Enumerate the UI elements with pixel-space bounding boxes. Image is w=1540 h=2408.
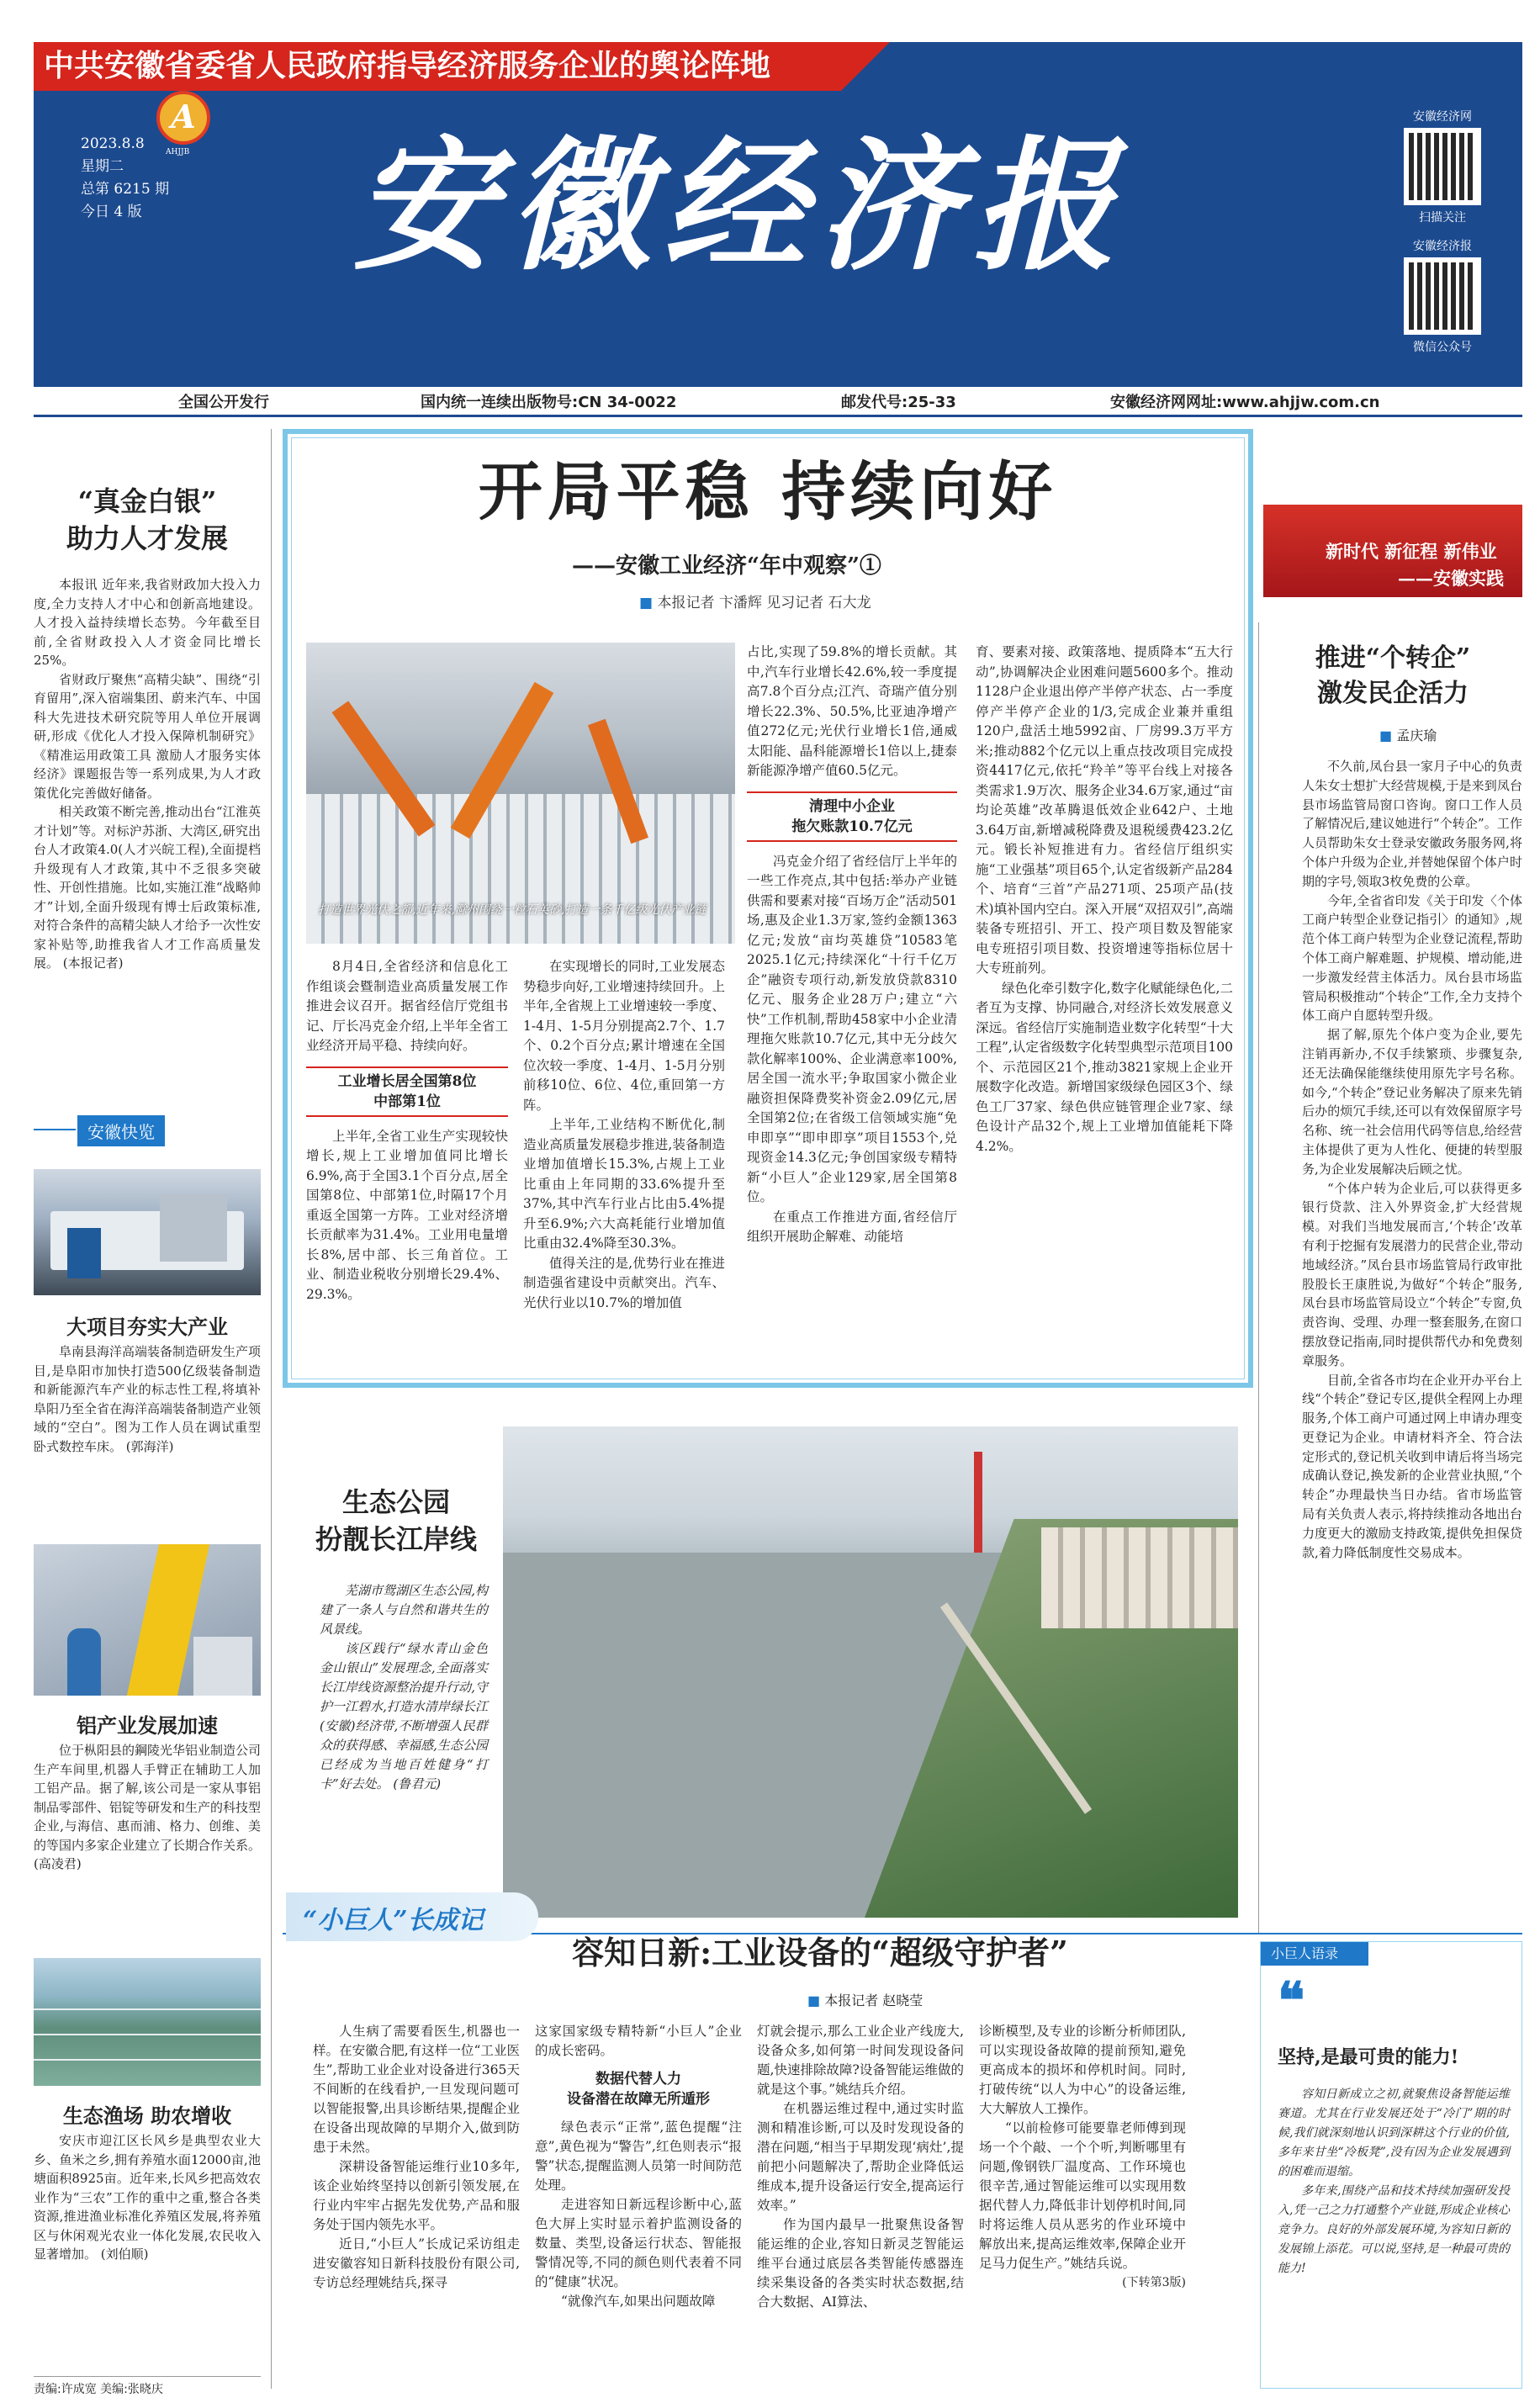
series-banner [1263, 505, 1522, 597]
photo-caption: 打造世界光伏之都,近年来,滁州围绕一粒石英砂,打造一条千亿级光伏产业链 [318, 903, 706, 917]
quote-para: 容知日新成立之初,就聚焦设备智能运维赛道。尤其在行业发展还处于“冷门”期的时候,我们就深刻地认识到深耕这个行业的价值,多年来甘坐“冷板凳”,没有因为企业发展遇到的困难而退缩。 [1278, 2088, 1510, 2178]
aluminum-text [34, 1741, 261, 1874]
quote-box-header: 小巨人语录 [1261, 1942, 1368, 1966]
talent-para: 相关政策不断完善,推动出台“江淮英才计划”等。对标沪苏浙、大湾区,研究出台人才政策4.0(人才兴皖工程),全面提档升级现有人才政策,其中不乏很多突破性、开创性措施。比如,实施江淮“战略帅才”计划,全面升级现有博士后政策标准,对符合条件的高精尖缺人才给予一次性安家补贴等,助推我省人才工作高质量发展。 (本报记者) [34, 804, 262, 971]
photo-yangtze-park [503, 1426, 1238, 1918]
talent-article [34, 575, 261, 973]
lead-para: 占比,实现了59.8%的增长贡献。其中,汽车行业增长42.6%,较一季度提高7.8个百分点;江汽、奇瑞产值分别增长22.3%、50.5%,比亚迪净增产值272亿元;光伏行业增长1倍,通威太阳能、晶科能源增长1倍以上,捷泰新能源净增产值60.5亿元。 [747, 644, 957, 778]
section-little-giant-label: “小巨人”长成记 [303, 1906, 484, 1935]
lead-subtitle: ——安徽工业经济“年中观察”① [572, 553, 881, 579]
fishery-title: 生态渔场 助农增收 [62, 2104, 232, 2128]
qr2-caption: 微信公众号 [1413, 341, 1472, 354]
private-firm-para: 据了解,原先个体户变为企业,要先注销再新办,不仅手续繁琐、步骤复杂,还无法确保能继续使用原先字号名称。如今,“个转企”登记业务解决了原来先销后办的烦冗手续,还可以有效保留原字号名称、统一社会信用代码等信息,给经营主体提供了更为人性化、便捷的转型服务,为企业发展解决后顾之忧。 [1302, 1027, 1522, 1177]
ecology-para: 芜湖市鸳湖区生态公园,构建了一条人与自然和谐共生的风景线。 [320, 1583, 488, 1637]
lead-para: 在重点工作推进方面,省经信厅组织开展助企解难、动能培 [747, 1209, 957, 1244]
qr2-label: 安徽经济报 [1413, 240, 1472, 253]
lead-col4 [976, 643, 1233, 1156]
bottom-para: 走进容知日新远程诊断中心,蓝色大屏上实时显示着护监测设备的数量、类型,设备运行状态、智能报警情况等,不同的颜色则代表着不同的“健康”状况。 [535, 2197, 742, 2289]
left-column [34, 429, 261, 973]
ecology-text [320, 1581, 488, 1794]
qr-code-wechat[interactable] [1404, 257, 1481, 335]
subhead-line: 清理中小企业 [809, 797, 895, 815]
logo-sub: AHJJB [166, 148, 190, 156]
bottom-para: 深耕设备智能运维行业10多年,该企业始终坚持以创新引领发展,在行业内牢牢占据先发优势,产品和服务处于国内领先水平。 [313, 2159, 520, 2232]
bottom-subhead [535, 2069, 742, 2109]
private-firm-para: 今年,全省省印发《关于印发〈个体工商户转型企业登记指引〉的通知》,规范个体工商户转型为企业登记流程,帮助个体工商户解难题、护规模、增动能,进一步激发经营主体活力。凤台县市场监管局积极推动“个转企”工作,全力支持个体工商户自愿转型升级。 [1302, 892, 1522, 1024]
private-firm-byline [1379, 725, 1437, 744]
fishery-text [34, 2131, 261, 2264]
private-firm-para: 不久前,凤台县一家月子中心的负责人朱女士想扩大经营规模,于是来到凤台县市场监管局窗口咨询。窗口工作人员了解情况后,建议她进行“个转企”。工作人员帮助朱女士登录安徽政务服务网,将个体户升级为企业,并替她保留个体户时期的字号,领取3枚免费的公章。 [1302, 759, 1522, 889]
lead-para: 绿色化牵引数字化,数字化赋能绿色化,二者互为支撑、协同融合,对经济长效发展意义深远。省经信厅实施制造业数字化转型“十大工程”,认定省级数字化转型典型示范项目100个、示范园区21个,推动3821家规上企业开展数字化改造。新增国家级绿色园区3个、绿色工厂37家、绿色供应链管理企业7家、绿色设计产品32个,规上工业增加值能耗下降4.2%。 [976, 980, 1233, 1154]
column-rule [1258, 622, 1259, 1934]
series-banner-line2: ——安徽实践 [1398, 568, 1504, 589]
private-firm-article [1302, 757, 1522, 1562]
aluminum-para: 位于枞阳县的鋼陵光华铝业制造公司生产车间里,机器人手臂正在辅助工人加工铝产品。据了解,该公司是一家从事铝制品零部件、铝锭等研发和生产的科技型企业,与海信、惠而浦、格力、创维、美的等国内多家企业建立了长期合作关系。 (高凌君) [34, 1743, 262, 1871]
private-firm-title-1: 推进“个转企” [1315, 643, 1471, 673]
square-icon: ■ [1379, 728, 1397, 744]
weekday: 星期二 [81, 158, 124, 175]
lead-para: 在实现增长的同时,工业发展态势稳步向好,工业增速持续回升。上半年,全省规上工业增速较一季度、1-4月、1-5月分别提高2.7个、1.7个、0.2个百分点;累计增速在全国位次较一季度、1-4月、1-5月分别前移10位、6位、4位,重回第一方阵。 [523, 959, 725, 1113]
bottom-subhead-line: 设备潜在故障无所遁形 [567, 2091, 710, 2108]
bottom-col1 [313, 2022, 520, 2293]
bottom-col3 [757, 2022, 964, 2312]
lead-col2 [523, 957, 725, 1313]
lead-para: 冯克金介绍了省经信厅上半年的一些工作亮点,其中包括:举办产业链供需和要素对接“百场万企”活动501场,惠及企业1.3万家,签约金额1363亿元;发放“亩均英雄贷”10583笔2025.1亿元;持续深化“十行千亿万企”融资专项行动,新发放贷款8310亿元、服务企业28万户;建立“六快”工作机制,帮助458家中小企业清理拖欠账款10.7亿元,其中无分歧欠款化解率100%、企业满意率100%,居全国一流水平;争取国家小微企业融资担保降费奖补资金2.09亿元,居全国第2位;在省级工信领域实施“免申即享”“即申即享”项目1553个,兑现资金14.3亿元;争创国家级专精特新“小巨人”企业129家,居全国第8位。 [747, 853, 957, 1204]
logo-letter: A [171, 98, 196, 135]
talent-para: 本报讯 近年来,我省财政加大投入力度,全力支持人才中心和创新高地建设。人才投入益持续增长态势。今年截至目前,全省财政投入人才资金同比增长25%。 [34, 577, 261, 668]
bigproject-para: 阜南县海洋高端装备制造研发生产项目,是阜阳市加快打造500亿级装备制造和新能源汽车产业的标志性工程,将填补阜阳乃至全省在海洋高端装备制造产业领域的“空白”。图为工作人员在调试重型卧式数控车床。 (郭海洋) [34, 1344, 262, 1454]
bottom-para: 作为国内最早一批聚焦设备智能运维的企业,容知日新灵芝智能运维平台通过底层各类智能传感器连续采集设备的各类实时状态数据,结合大数据、AI算法、 [757, 2217, 964, 2310]
section-rule [34, 1129, 76, 1130]
photo-solar-factory [306, 643, 735, 944]
page-count: 今日 4 版 [81, 204, 142, 220]
subhead-line: 中部第1位 [373, 1093, 441, 1110]
quote-para: 多年来,围绕产品和技术持续加强研发投入,凭一己之力打通整个产业链,形成企业核心竞争力。良好的外部发展环境,为容知日新的发展锦上添花。可以说,坚持,是一种最可贵的能力! [1278, 2184, 1510, 2275]
private-firm-para: “个体户转为企业后,可以获得更多银行贷款、注入外界资金,扩大经营规模。对我们当地发展而言,‘个转企’改革有利于挖掘有发展潜力的民营企业,带动地域经济。”凤台县市场监管局行政审批股股长王康胜说,为做好“个转企”服务,凤台县市场监管局设立“个转企”专窗,负责咨询、受理、办理一整套服务,在窗口摆放登记指南,同时提供帮代办和免费刻章服务。 [1302, 1180, 1522, 1368]
section-anhui-quick: 安徽快览 [77, 1115, 165, 1146]
quote-title: 坚持,是最可贵的能力! [1278, 2046, 1459, 2068]
publication-bar [34, 389, 1522, 417]
quote-box [1260, 1941, 1522, 2389]
bottom-title: 容知日新:工业设备的“超级守护者” [572, 1934, 1068, 1971]
bottom-para: 近日,“小巨人”长成记采访组走进安徽容知日新科技股份有限公司,专访总经理姚结兵,探寻 [313, 2236, 520, 2290]
bottom-para: 这家国家级专精特新“小巨人”企业的成长密码。 [535, 2024, 742, 2058]
quote-mark-icon: ❝ [1278, 1971, 1305, 2030]
talent-para: 省财政厅聚焦“高精尖缺”、围绕“引育留用”,深入宿端集团、蔚来汽车、中国科大先进技术研究院等用人单位开展调研,形成《优化人才投入保障机制研究》《精准运用政策工具 激励人才服务实体经济》课题报告等一系列成果,为人才政策优化完善做好储备。 [34, 671, 261, 801]
lead-para: 值得关注的是,优势行业在推进制造强省建设中贡献突出。汽车、光伏行业以10.7%的增加值 [523, 1255, 725, 1310]
quote-text [1278, 2085, 1510, 2278]
masthead-title: 安徽经济报 [353, 122, 1128, 290]
bottom-subhead-line: 数据代替人力 [595, 2071, 681, 2088]
qr-code-website[interactable] [1404, 128, 1481, 205]
pub-distribution: 全国公开发行 [178, 394, 269, 411]
pub-post: 邮发代号:25-33 [841, 394, 956, 411]
lead-byline-text: 本报记者 卞潘辉 见习记者 石大龙 [657, 595, 871, 611]
bottom-byline [807, 1990, 923, 2009]
bigproject-title: 大项目夯实大产业 [66, 1315, 228, 1339]
issue-number: 总第 6215 期 [81, 181, 170, 198]
bottom-para: 人生病了需要看医生,机器也一样。在安徽合肥,有这样一位“工业医生”,帮助工业企业对设备进行365天不间断的在线看护,一旦发现问题可以智能报警,出具诊断结果,提醒企业在设备出现故障的早期介入,做到防患于未然。 [313, 2024, 520, 2155]
photo-fish-farm [34, 1958, 261, 2086]
bottom-para: 在机器运维过程中,通过实时监测和精准诊断,可以及时发现设备的潜在问题,“相当于早期发现‘病灶’,提前把小问题解决了,帮助企业降低运维成本,提升设备运行安全,提高运行效率。” [757, 2101, 964, 2213]
bottom-para: 绿色表示“正常”,蓝色提醒“注意”,黄色视为“警告”,红色则表示“报警”状态,提醒监测人员第一时间防范处理。 [535, 2120, 742, 2193]
lead-para: 育、要素对接、政策落地、提质降本“五大行动”,协调解决企业困难问题5600多个。推动1128户企业退出停产半停产状态、占一季度停产半停产企业的1/3,完成企业兼并重组120户,盘活土地5992亩、厂房99.3万平方米;推动882个亿元以上重点技改项目完成投资4417亿元,依托“羚羊”等平台线上对接各类需求1.9万次、服务企业34.6万家,通过“亩均论英雄”改革腾退低效企业642户、土地3.64万亩,新增减税降费及退税缓费423.2亿元。锻长补短推进有力。省经信厅组织实施“工业强基”项目65个,认定省级新产品284个、培育“三首”产品271项、25项产品(技术)填补国内空白。深入开展“双招双引”,高端装备专班招引、开工、投产项目数及智能家电专班招引项目数、投资增速等指标位居十大专班前列。 [976, 644, 1233, 976]
bottom-col2 [535, 2022, 742, 2311]
issue-date: 2023.8.8 [81, 135, 145, 152]
talent-title-1: “真金白银” [77, 485, 217, 517]
private-firm-para: 目前,全省各市均在企业开办平台上线“个转企”登记专区,提供全程网上办理服务,个体工商户可通过网上申请办理变更登记为企业。申请材料齐全、符合法定形式的,登记机关收到申请后将当场完成确认登记,换发新的企业营业执照,“个转企”办理最快当日办结。省市场监管局有关负责人表示,将持续推动各地出台力度更大的激励支持政策,提供免担保贷款,着力降低制度性交易成本。 [1302, 1372, 1522, 1560]
pub-website[interactable]: 安徽经济网网址:www.ahjjw.com.cn [1110, 394, 1380, 411]
pub-cn: 国内统一连续出版物号:CN 34-0022 [421, 394, 677, 411]
slogan-bar: 中共安徽省委省人民政府指导经济服务企业的舆论阵地 [34, 42, 841, 91]
bottom-para: “以前检修可能要靠老师傅到现场一个个敲、一个个听,判断哪里有问题,像钢铁厂温度高、工作环境也很辛苦,通过智能运维可以实现用数据代替人力,降低非计划停机时间,同时将运维人员从恶劣的作业环境中解放出来,提高运维效率,保障企业开足马力促生产。”姚结兵说。 [979, 2120, 1186, 2271]
lead-col3 [747, 643, 957, 1247]
lead-para: 上半年,全省工业生产实现较快增长,规上工业增加值同比增长6.9%,高于全国3.1个百分点,居全国第8位、中部第1位,时隔17个月重返全国第一方阵。工业对经济增长贡献率为31.4%。工业用电量增长8%,居中部、长三角首位。工业、制造业税收分别增长29.4%、29.3%。 [306, 1128, 508, 1302]
lead-para: 8月4日,全省经济和信息化工作组谈会暨制造业高质量发展工作推进会议召开。据省经信厅党组书记、厅长冯克金介绍,上半年全省工业经济开局平稳、持续向好。 [306, 959, 508, 1053]
subhead-box-growth [306, 1066, 508, 1117]
bottom-col4 [979, 2022, 1186, 2293]
series-banner-line1: 新时代 新征程 新伟业 [1326, 541, 1497, 562]
ecology-title-1: 生态公园 [341, 1486, 450, 1518]
private-firm-title-2: 激发民企活力 [1317, 679, 1469, 708]
lead-title: 开局平稳 持续向好 [478, 454, 1058, 529]
square-icon: ■ [639, 595, 658, 611]
ecology-title-2: 扮靓长江岸线 [315, 1523, 477, 1555]
subhead-line: 工业增长居全国第8位 [337, 1072, 477, 1090]
lead-para: 上半年,工业结构不断优化,制造业高质量发展稳步推进,装备制造业增加值增长15.3%,占规上工业比重由上年同期的33.6%提升至37%,其中汽车行业占比由5.4%提升至6.9%;六大高耗能行业增加值比重由32.4%降至30.3%。 [523, 1117, 725, 1251]
square-icon: ■ [807, 1993, 825, 2008]
fishery-para: 安庆市迎江区长风乡是典型农业大乡、鱼米之乡,拥有养殖水面12000亩,池塘面积8925亩。近年来,长风乡把高效农业作为“三农”工作的重中之重,整合各类资源,推进渔业标准化养殖区发展,将养殖区与休闲观光农业一体化发展,农民收入显著增加。 (刘伯顺) [34, 2133, 261, 2262]
qr1-caption: 扫描关注 [1419, 211, 1466, 225]
bottom-para: 诊断模型,及专业的诊断分析师团队,可以实现设备故障的提前预知,避免更高成本的损坏和停机时间。同时,打破传统“以人为中心”的设备运维,大大解放人工操作。 [979, 2024, 1186, 2116]
bottom-para: “就像汽车,如果出问题故障 [561, 2294, 716, 2309]
private-firm-author: 孟庆瑜 [1396, 728, 1437, 744]
editors-credit: 责编:许成宽 美编:张晓庆 [34, 2376, 261, 2397]
date-box [81, 133, 169, 224]
bigproject-text [34, 1342, 261, 1456]
talent-title-2: 助力人才发展 [66, 522, 228, 554]
ecology-para: 该区践行“绿水青山金色金山银山”发展理念,全面落实长江岸线资源整治提升行动,守护一江碧水,打造水清岸绿长江(安徽)经济带,不断增强人民群众的获得感、幸福感,生态公园已经成为当地百姓健身“打卡”好去处。 (鲁君元) [320, 1641, 488, 1791]
subhead-box-arrears [747, 791, 957, 842]
lead-byline [639, 590, 871, 611]
column-rule [271, 429, 272, 2389]
bottom-para: 灯就会提示,那么工业企业产线庞大,设备众多,如何第一时间发现设备问题,快速排除故障?设备智能运维做的就是这个事。”姚结兵介绍。 [757, 2024, 964, 2097]
photo-machine-tool [34, 1169, 261, 1295]
continued-note: (下转第3版) [1122, 2276, 1186, 2289]
qr1-label: 安徽经济网 [1413, 110, 1472, 124]
bottom-byline-text: 本报记者 赵晓莹 [824, 1993, 923, 2008]
lead-col1 [306, 957, 508, 1305]
aluminum-title: 铝产业发展加速 [77, 1713, 218, 1738]
subhead-line: 拖欠账款10.7亿元 [791, 818, 913, 835]
photo-aluminum-robot [34, 1544, 261, 1696]
